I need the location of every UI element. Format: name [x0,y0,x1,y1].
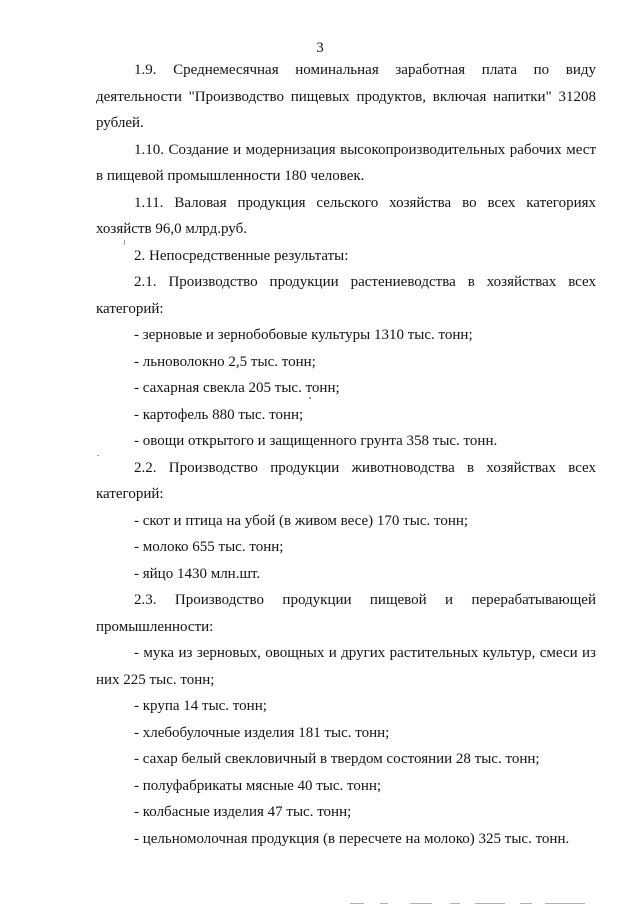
list-item: - цельномолочная продукция (в пересчете на молоко) 325 тыс. тонн. [134,830,570,847]
paragraph-1-11: 1.11. Валовая продукция сельского хозяйства во всех категориях хозяйств 96,0 млрд.руб. [96,194,596,237]
list-item: - хлебобулочные изделия 181 тыс. тонн; [134,724,390,741]
list-item: - сахарная свекла 205 тыс. тонн; [134,380,340,396]
paragraph-1-10: 1.10. Создание и модернизация высокопроизводительных рабочих мест в пищевой промышленности 180 человек. [96,141,596,184]
list-item: - яйцо 1430 млн.шт. [134,565,261,582]
paragraph-2-3: 2.3. Производство продукции пищевой и перерабатывающей промышленности: [96,592,596,635]
paragraph-2-2: 2.2. Производство продукции животноводства в хозяйствах всех категорий: [96,459,596,502]
list-item: - скот и птица на убой (в живом весе) 170 тыс. тонн; [134,512,469,529]
paragraph-1-9: 1.9. Среднемесячная номинальная заработная плата по виду деятельности "Производство пищевых продуктов, включая напитки" 31208 рублей. [96,62,596,131]
list-item: - мука из зерновых, овощных и других растительных культур, смеси из них 225 тыс. тонн; [96,645,596,688]
scan-speck [124,240,125,245]
list-item: - льноволокно 2,5 тыс. тонн; [134,353,316,370]
list-item: - сахар белый свекловичный в твердом состоянии 28 тыс. тонн; [134,751,540,767]
page-number: 3 [316,40,324,56]
scan-speck [309,397,311,399]
list-item: - овощи открытого и защищенного грунта 358 тыс. тонн. [134,433,498,449]
list-item: - зерновые и зернобобовые культуры 1310 тыс. тонн; [134,327,473,343]
section-heading-2: 2. Непосредственные результаты: [134,247,349,264]
scan-edge-artifact [0,901,640,905]
list-item: - картофель 880 тыс. тонн; [134,406,304,423]
paragraph-2-1: 2.1. Производство продукции растениеводства в хозяйствах всех категорий: [96,274,596,317]
list-item: - колбасные изделия 47 тыс. тонн; [134,804,352,820]
list-item: - молоко 655 тыс. тонн; [134,539,284,555]
list-item: - крупа 14 тыс. тонн; [134,698,267,714]
scan-speck [97,455,99,456]
list-item: - полуфабрикаты мясные 40 тыс. тонн; [134,777,382,794]
document-body [96,57,596,852]
